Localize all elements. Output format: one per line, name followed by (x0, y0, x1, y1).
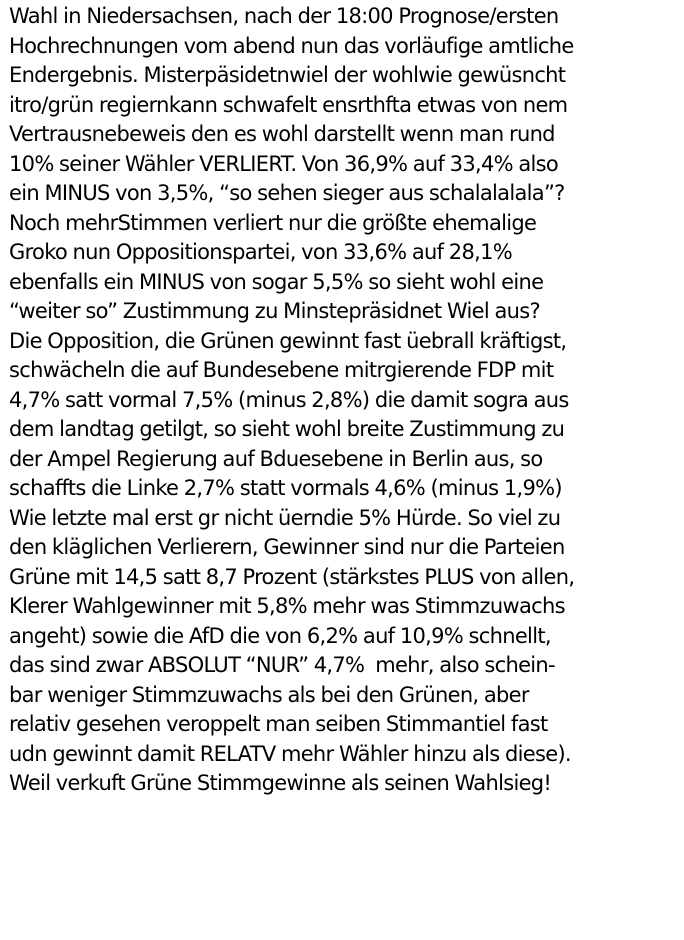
text-line-19: den kläglichen Verlierern, Gewinner sind nur die Parteien (9, 535, 565, 559)
text-line-10: ebenfalls ein MINUS von sogar 5,5% so sieht wohl eine (9, 269, 544, 294)
text-line-26: udn gewinnt damit RELATV mehr Wähler hinzu als diese). (9, 741, 571, 766)
text-line-24: bar weniger Stimmzuwachs als bei den Grünen, aber (9, 682, 529, 707)
text-line-14: 4,7% satt vormal 7,5% (minus 2,8%) die damit sogra aus (9, 387, 569, 412)
text-line-9: Groko nun Oppositionspartei, von 33,6% auf 28,1% (9, 240, 512, 264)
text-line-6: 10% seiner Wähler VERLIERT. Von 36,9% auf 33,4% also (9, 151, 559, 176)
text-line-7: ein MINUS von 3,5%, “so sehen sieger aus schalalalala”? (9, 181, 565, 205)
text-line-27: Weil verkuft Grüne Stimmgewinne als seinen Wahlsieg! (9, 771, 552, 795)
text-line-3: Endergebnis. Misterpäsidetnwiel der wohlwie gewüsncht (9, 63, 566, 87)
document-page (9, 2, 681, 938)
text-line-1: Wahl in Niedersachsen, nach der 18:00 Prognose/ersten (9, 4, 559, 28)
text-line-11: “weiter so” Zustimmung zu Minstepräsidnet Wiel aus? (9, 299, 540, 323)
text-line-18: Wie letzte mal erst gr nicht üerndie 5% Hürde. So viel zu (9, 505, 561, 530)
text-line-16: der Ampel Regierung auf Bduesebene in Berlin aus, so (9, 446, 543, 471)
text-line-25: relativ gesehen veroppelt man seiben Stimmantiel fast (9, 712, 548, 736)
text-line-15: dem landtag getilgt, so sieht wohl breite Zustimmung zu (9, 417, 565, 441)
text-line-5: Vertrausnebeweis den es wohl darstellt wenn man rund (9, 122, 555, 146)
text-line-12: Die Opposition, die Grünen gewinnt fast üebrall kräftigst, (9, 328, 567, 353)
text-line-17: schaffts die Linke 2,7% statt vormals 4,6% (minus 1,9%) (9, 476, 562, 500)
text-line-21: Klerer Wahlgewinner mit 5,8% mehr was Stimmzuwachs (9, 594, 565, 618)
text-line-4: itro/grün regiernkann schwafelt ensrthfta etwas von nem (9, 92, 568, 117)
text-line-22: angeht) sowie die AfD die von 6,2% auf 10,9% schnellt, (9, 623, 551, 648)
text-line-8: Noch mehrStimmen verliert nur die größte ehemalige (9, 210, 537, 235)
text-line-13: schwächeln die auf Bundesebene mitrgierende FDP mit (9, 358, 554, 382)
text-line-2: Hochrechnungen vom abend nun das vorläufige amtliche (9, 33, 574, 58)
text-line-20: Grüne mit 14,5 satt 8,7 Prozent (stärkstes PLUS von allen, (9, 564, 575, 589)
text-line-23: das sind zwar ABSOLUT “NUR” 4,7% mehr, also schein- (9, 653, 555, 677)
